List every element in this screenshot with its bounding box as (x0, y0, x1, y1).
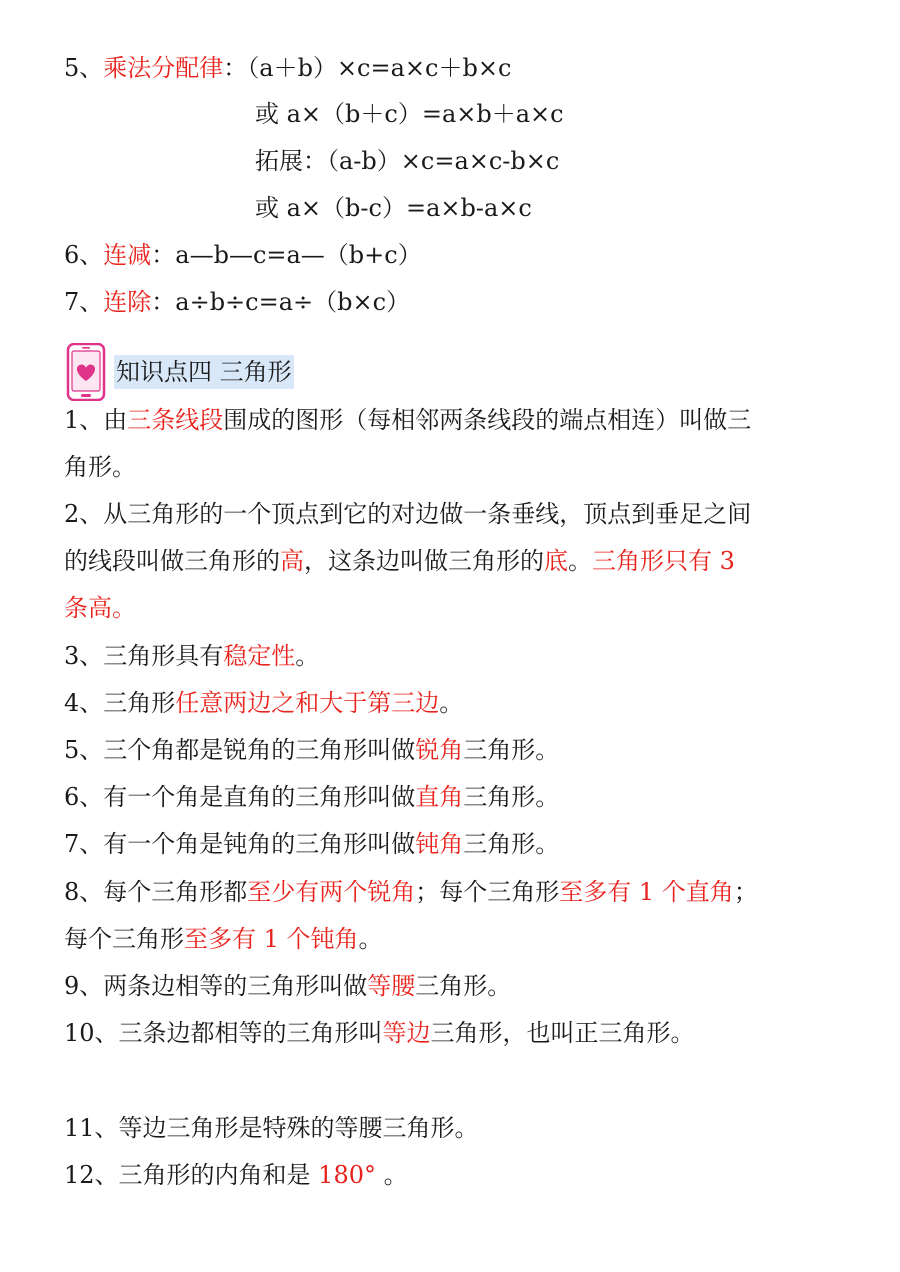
item-2-line-1: 2、从三角形的一个顶点到它的对边做一条垂线，顶点到垂足之间 (64, 500, 752, 528)
formula-subtraction: 6、连减：a—b—c=a—（b+c） (64, 241, 422, 269)
item-11: 11、等边三角形是特殊的等腰三角形。 (64, 1114, 479, 1142)
formula-extension: 拓展：（a-b）×c=a×c-b×c (255, 147, 560, 175)
item-8-line-2: 每个三角形至多有 1 个钝角。 (64, 925, 383, 953)
term-highlight: 三条线段 (127, 406, 224, 434)
item-5: 5、三个角都是锐角的三角形叫做锐角三角形。 (64, 736, 560, 764)
term-highlight: 180° (318, 1161, 376, 1189)
item-2-line-3 (64, 592, 136, 624)
term-highlight: 高 (280, 547, 304, 575)
term-highlight: 至少有两个锐角 (247, 878, 416, 906)
term-highlight: 三角形只有 3 (592, 547, 735, 575)
item-8-line-1: 8、每个三角形都至少有两个锐角；每个三角形至多有 1 个直角； (64, 878, 758, 906)
formula-distributive: 5、乘法分配律：（a＋b）×c=a×c＋b×c (64, 54, 512, 82)
term-highlight: 至多有 1 个直角 (559, 878, 734, 906)
term-highlight: 等腰 (367, 972, 416, 1000)
term-highlight: 稳定性 (223, 642, 296, 670)
item-10: 10、三条边都相等的三角形叫等边三角形，也叫正三角形。 (64, 1019, 695, 1047)
item-1-line-1: 1、由三条线段围成的图形（每相邻两条线段的端点相连）叫做三 (64, 406, 752, 434)
formula-distributive-alt: 或 a×（b＋c）=a×b＋a×c (255, 100, 564, 128)
term-highlight: 任意两边之和大于第三边 (175, 689, 440, 717)
term-highlight: 连减 (103, 241, 152, 269)
term-highlight: 至多有 1 个钝角 (184, 925, 359, 953)
term-highlight: 等边 (382, 1019, 431, 1047)
term-highlight: 连除 (103, 288, 152, 316)
item-9: 9、两条边相等的三角形叫做等腰三角形。 (64, 972, 512, 1000)
item-7: 7、有一个角是钝角的三角形叫做钝角三角形。 (64, 830, 560, 858)
term-highlight: 乘法分配律 (103, 54, 224, 82)
term-highlight: 条高。 (64, 594, 136, 622)
item-12: 12、三角形的内角和是 180° 。 (64, 1161, 408, 1189)
item-1-line-2: 角形。 (64, 453, 136, 481)
item-4: 4、三角形任意两边之和大于第三边。 (64, 689, 464, 717)
term-highlight: 钝角 (415, 830, 464, 858)
phone-heart-icon (66, 343, 106, 401)
term-highlight: 锐角 (415, 736, 464, 764)
formula-division: 7、连除：a÷b÷c=a÷（b×c） (64, 288, 411, 316)
item-3: 3、三角形具有稳定性。 (64, 642, 320, 670)
section-title: 知识点四 三角形 (114, 355, 294, 389)
item-2-line-2: 的线段叫做三角形的高，这条边叫做三角形的底。三角形只有 3 (64, 547, 735, 575)
term-highlight: 底 (544, 547, 568, 575)
formula-extension-alt: 或 a×（b-c）=a×b-a×c (255, 194, 532, 222)
section-header (66, 342, 294, 402)
item-6: 6、有一个角是直角的三角形叫做直角三角形。 (64, 783, 560, 811)
term-highlight: 直角 (415, 783, 464, 811)
